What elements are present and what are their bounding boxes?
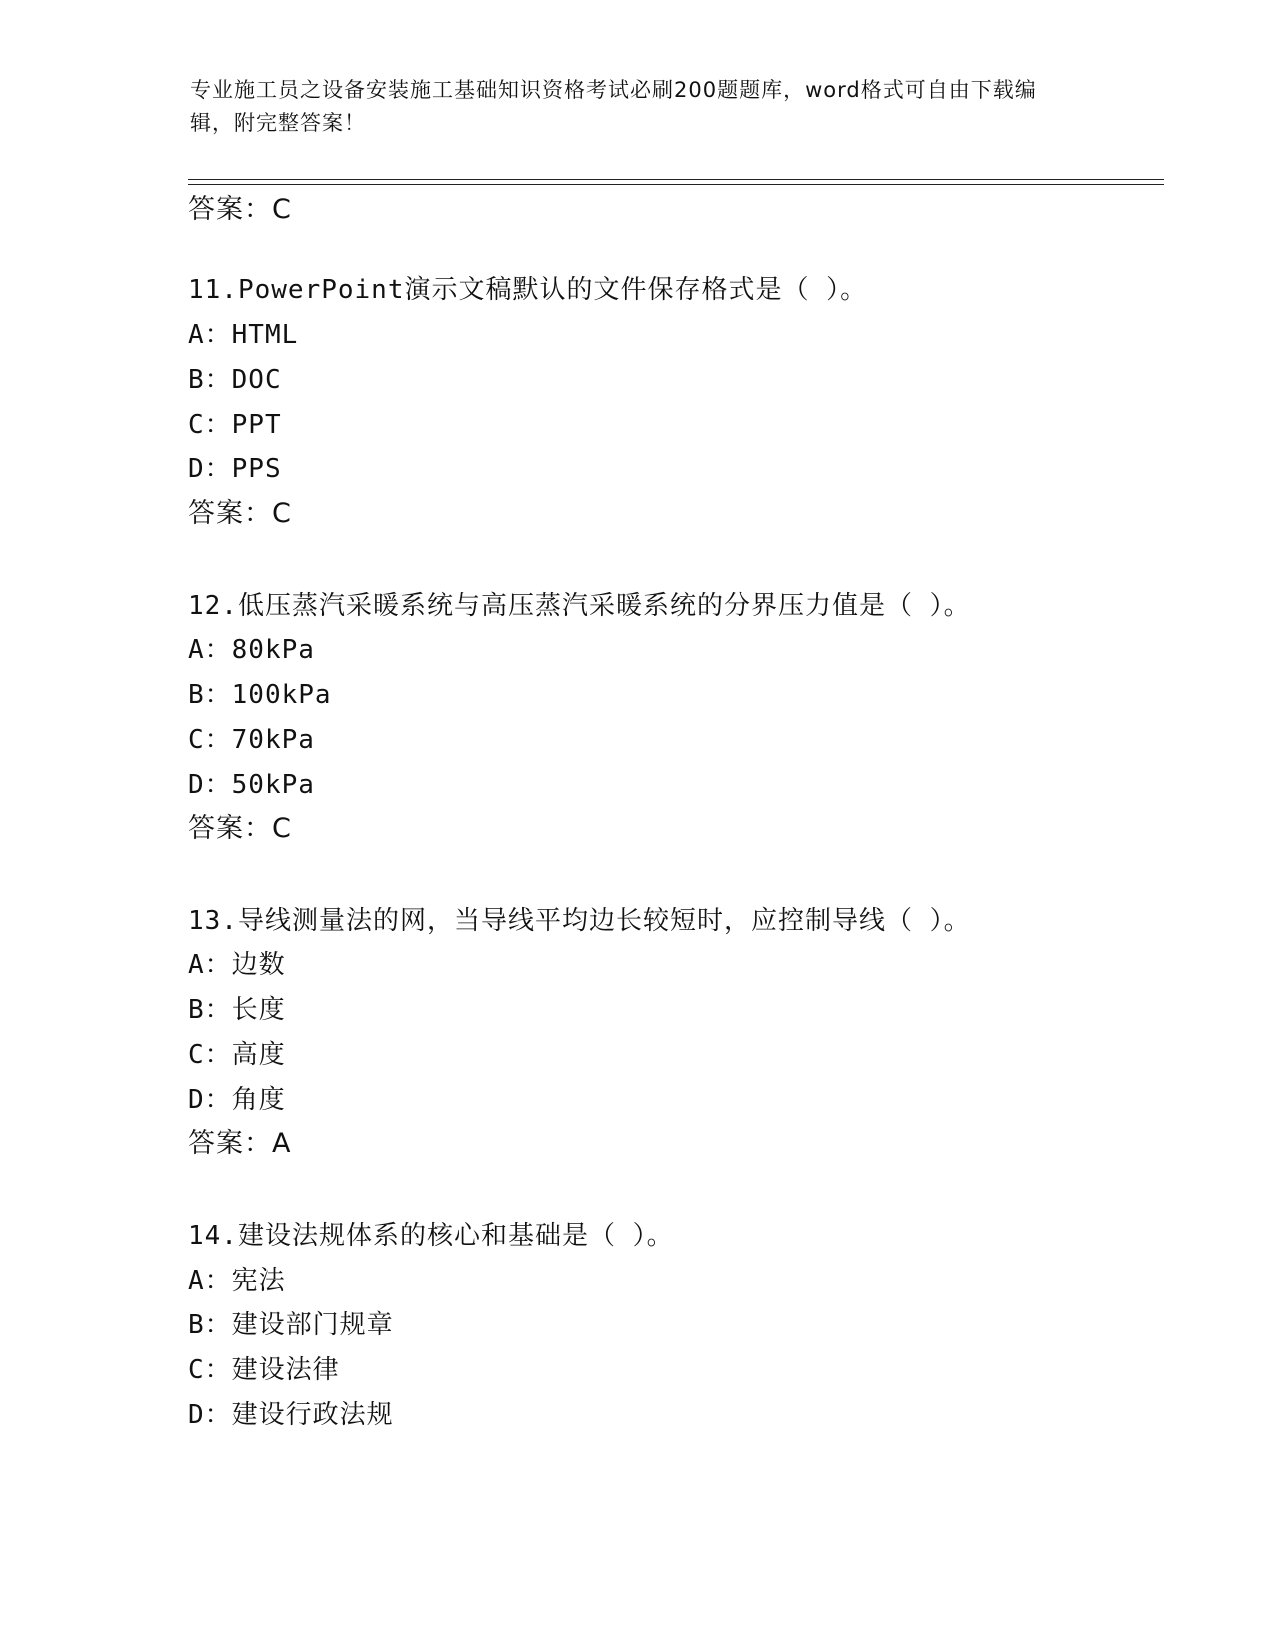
- option-d: D：建设行政法规: [188, 1400, 394, 1430]
- option-b: B：建设部门规章: [188, 1310, 394, 1340]
- question-stem: 13.导线测量法的网，当导线平均边长较短时，应控制导线（ ）。: [188, 906, 971, 936]
- question-stem: 12.低压蒸汽采暖系统与高压蒸汽采暖系统的分界压力值是（ ）。: [188, 591, 971, 621]
- option-a: A：宪法: [188, 1266, 286, 1296]
- header-divider-top: [188, 179, 1164, 180]
- option-a: A：边数: [188, 950, 286, 980]
- header-divider-bottom: [188, 184, 1164, 185]
- option-c: C：70kPa: [188, 725, 315, 755]
- answer: 答案：C: [188, 498, 292, 529]
- answer: 答案：A: [188, 1128, 292, 1159]
- document-header: 专业施工员之设备安装施工基础知识资格考试必刷200题题库，word格式可自由下载编辑，附完整答案！: [190, 78, 1037, 135]
- option-c: C：高度: [188, 1040, 286, 1070]
- previous-answer: 答案：C: [188, 194, 292, 225]
- answer: 答案：C: [188, 813, 292, 844]
- option-c: C：建设法律: [188, 1355, 340, 1385]
- option-a: A：80kPa: [188, 635, 315, 665]
- question-stem: 11.PowerPoint演示文稿默认的文件保存格式是（ ）。: [188, 275, 868, 305]
- option-d: D：PPS: [188, 454, 282, 484]
- option-d: D：角度: [188, 1085, 286, 1115]
- option-b: B：长度: [188, 995, 286, 1025]
- question-stem: 14.建设法规体系的核心和基础是（ ）。: [188, 1221, 674, 1251]
- option-a: A：HTML: [188, 320, 299, 350]
- option-b: B：100kPa: [188, 680, 332, 710]
- option-c: C：PPT: [188, 410, 282, 440]
- option-b: B：DOC: [188, 365, 282, 395]
- option-d: D：50kPa: [188, 770, 315, 800]
